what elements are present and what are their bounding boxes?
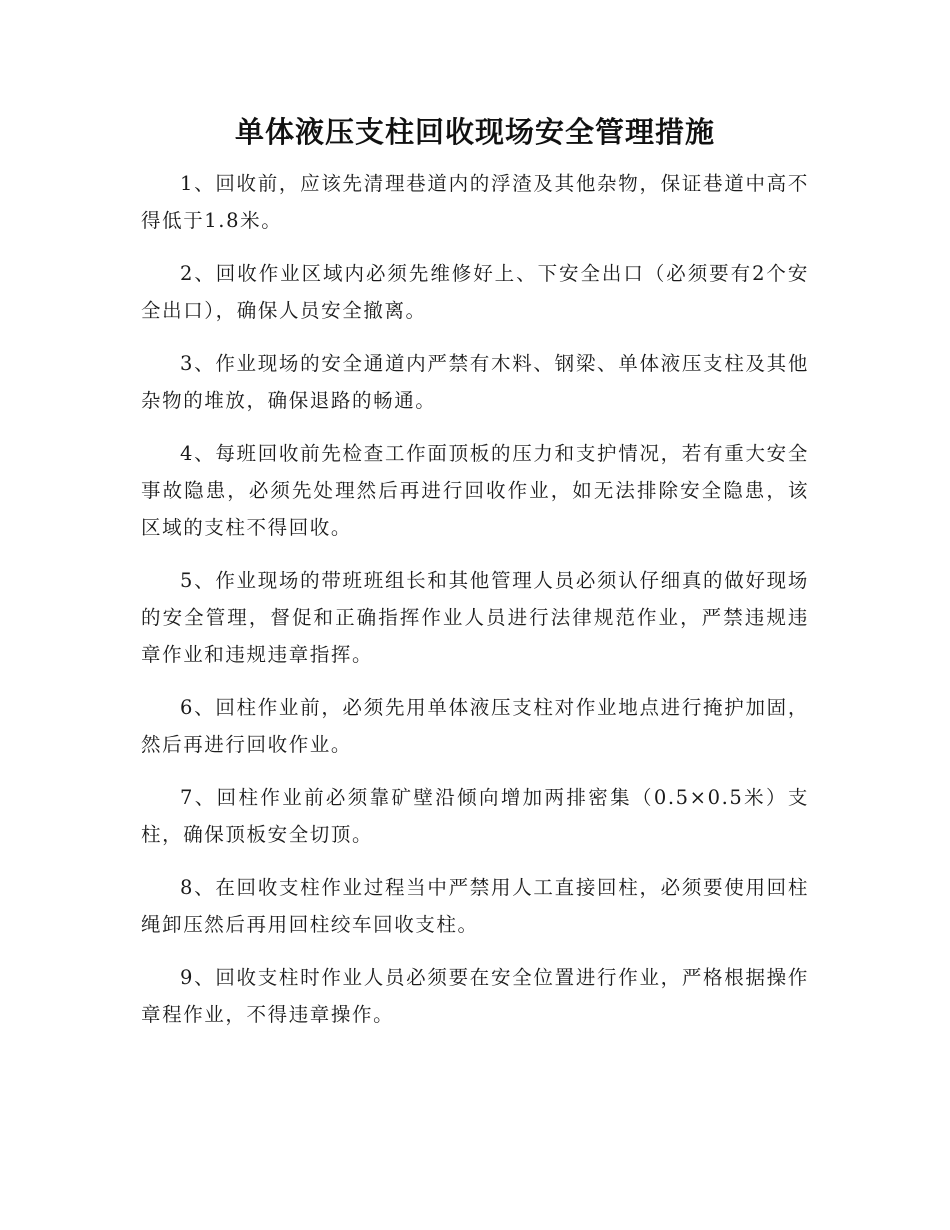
document-title: 单体液压支柱回收现场安全管理措施 (234, 115, 715, 149)
paragraph-5: 5、作业现场的带班班组长和其他管理人员必须认仔细真的做好现场的安全管理，督促和正确指挥作业人员进行法律规范作业，严禁违规违章作业和违规违章指挥。 (141, 569, 809, 666)
paragraph-7: 7、回柱作业前必须靠矿壁沿倾向增加两排密集（0.5×0.5米）支柱，确保顶板安全切顶。 (141, 786, 809, 846)
paragraph-4: 4、每班回收前先检查工作面顶板的压力和支护情况，若有重大安全事故隐患，必须先处理然后再进行回收作业，如无法排除安全隐患，该区域的支柱不得回收。 (141, 442, 809, 539)
paragraph-1: 1、回收前，应该先清理巷道内的浮渣及其他杂物，保证巷道中高不得低于1.8米。 (141, 172, 809, 232)
paragraph-6: 6、回柱作业前，必须先用单体液压支柱对作业地点进行掩护加固，然后再进行回收作业。 (141, 696, 809, 756)
document-body (141, 165, 809, 1049)
paragraph-3: 3、作业现场的安全通道内严禁有木料、钢梁、单体液压支柱及其他杂物的堆放，确保退路的畅通。 (141, 352, 809, 412)
paragraph-2: 2、回收作业区域内必须先维修好上、下安全出口（必须要有2个安全出口），确保人员安全撤离。 (141, 262, 809, 322)
paragraph-9: 9、回收支柱时作业人员必须要在安全位置进行作业，严格根据操作章程作业，不得违章操作。 (141, 966, 809, 1026)
paragraph-8: 8、在回收支柱作业过程当中严禁用人工直接回柱，必须要使用回柱绳卸压然后再用回柱绞车回收支柱。 (141, 876, 809, 936)
